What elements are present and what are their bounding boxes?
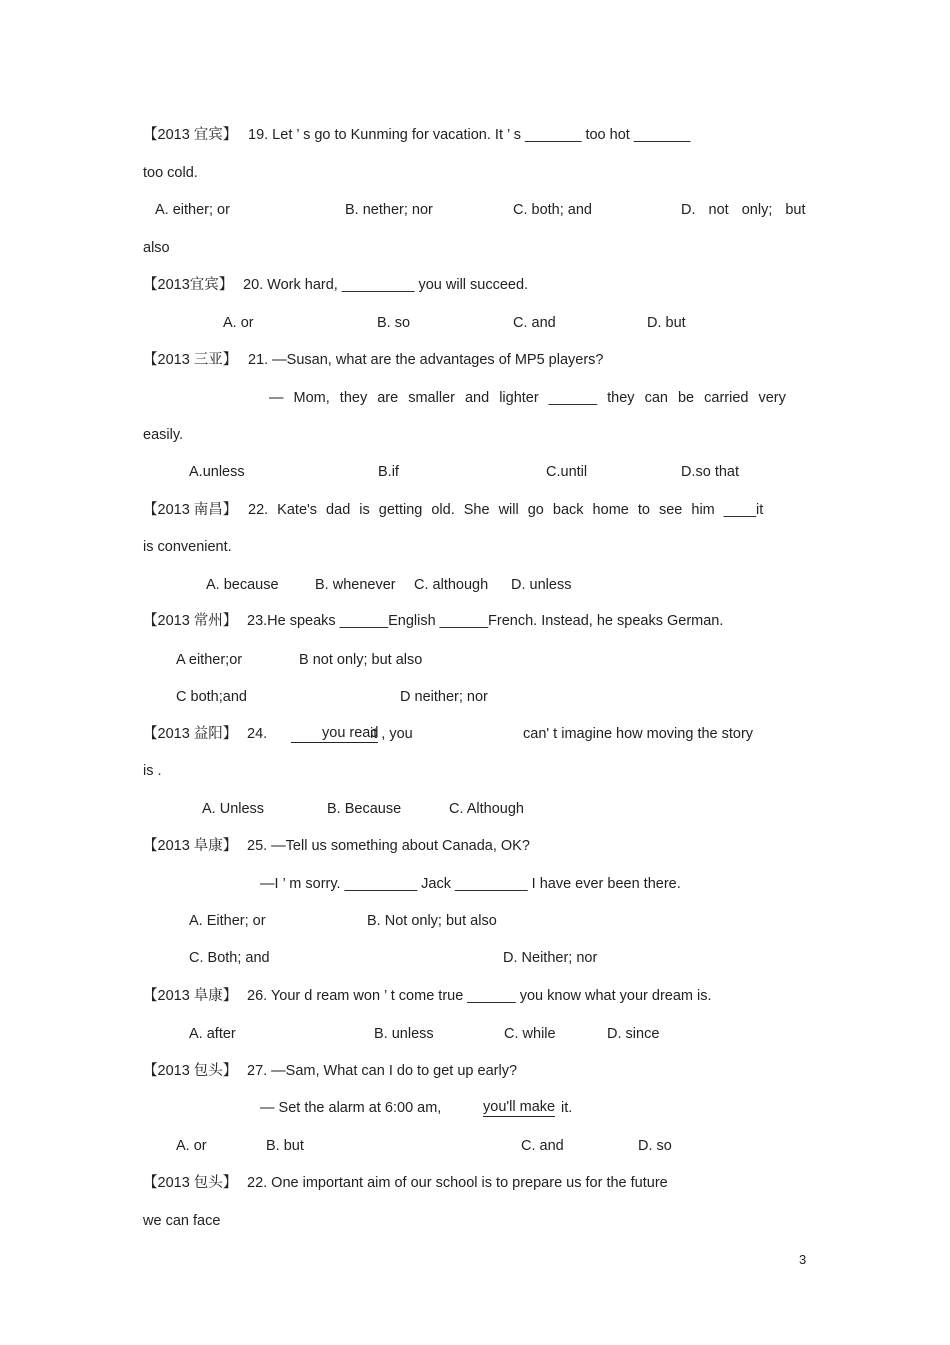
option-b: B. whenever xyxy=(315,577,396,593)
option-c: C.until xyxy=(546,464,588,480)
question-text: —I ’ m sorry. _________ Jack _________ I have ever been there. xyxy=(260,876,681,892)
option-d: D. so xyxy=(638,1138,672,1154)
option-b: B. unless xyxy=(374,1026,434,1042)
option-a: A.unless xyxy=(189,464,245,480)
question-text: we can face xyxy=(143,1213,221,1229)
question-text: 20. Work hard, _________ you will succeed. xyxy=(243,277,529,293)
option-a: A. Unless xyxy=(202,801,265,817)
question-text: it. xyxy=(557,1100,573,1116)
source-tag: 【2013 包头】 xyxy=(143,1063,238,1079)
question-text: 22. Kate's dad is getting old. She will go back home to see him ____it xyxy=(248,502,764,518)
question-text: 19. Let ’ s go to Kunming for vacation. It ’ s _______ too hot _______ xyxy=(248,127,691,143)
question-text: is . xyxy=(143,763,162,779)
question-text: 22. One important aim of our school is to prepare us for the future xyxy=(247,1175,668,1191)
option-d: D.so that xyxy=(681,464,740,480)
option-d: D. Neither; nor xyxy=(503,950,598,966)
option-b: B. so xyxy=(377,315,411,331)
option-a: A. because xyxy=(206,577,279,593)
question-text: too cold. xyxy=(143,165,198,181)
option-a: A either;or xyxy=(176,652,243,668)
source-tag: 【2013 常州】 xyxy=(143,613,238,629)
option-b: B. Not only; but also xyxy=(367,913,497,929)
page-number: 3 xyxy=(799,1252,807,1267)
option-b: B. but xyxy=(266,1138,304,1154)
question-text: can' t imagine how moving the story xyxy=(523,726,754,742)
option-c: C. while xyxy=(504,1026,556,1042)
option-c: C. Both; and xyxy=(189,950,270,966)
source-tag: 【2013宜宾】 xyxy=(143,277,234,293)
option-a: A. or xyxy=(176,1138,207,1154)
option-d: D. but xyxy=(647,315,686,331)
question-text: 26. Your d ream won ’ t come true ______ you know what your dream is. xyxy=(247,988,712,1004)
option-c: C. Although xyxy=(449,801,524,817)
option-a: A. after xyxy=(189,1026,236,1042)
option-a: A. Either; or xyxy=(189,913,266,929)
option-d: D. since xyxy=(607,1026,660,1042)
option-b: B.if xyxy=(378,464,399,480)
question-text: 21. —Susan, what are the advantages of MP5 players? xyxy=(248,352,604,368)
option-d: D. unless xyxy=(511,577,572,593)
option-continuation: also xyxy=(143,240,170,256)
question-text: it , you xyxy=(366,726,413,742)
source-tag: 【2013 阜康】 xyxy=(143,988,238,1004)
question-text: 25. —Tell us something about Canada, OK? xyxy=(247,838,530,854)
question-text: — Mom, they are smaller and lighter ______ they can be carried very xyxy=(269,390,786,406)
option-c: C both;and xyxy=(176,689,247,705)
option-a: A. either; or xyxy=(155,202,230,218)
question-text: — Set the alarm at 6:00 am, xyxy=(260,1100,442,1116)
question-text: easily. xyxy=(143,427,184,443)
option-a: A. or xyxy=(223,315,254,331)
question-text: is convenient. xyxy=(143,539,232,555)
question-number: 24. xyxy=(247,726,268,742)
answer-blank: you read xyxy=(291,725,378,743)
option-c: C. although xyxy=(414,577,489,593)
source-tag: 【2013 宜宾】 xyxy=(143,127,238,143)
option-c: C. and xyxy=(513,315,556,331)
source-tag: 【2013 阜康】 xyxy=(143,838,238,854)
option-c: C. and xyxy=(521,1138,564,1154)
answer-blank: you'll make xyxy=(483,1099,556,1115)
option-b: B not only; but also xyxy=(299,652,423,668)
option-b: B. Because xyxy=(327,801,402,817)
option-b: B. nether; nor xyxy=(345,202,433,218)
source-tag: 【2013 益阳】 xyxy=(143,726,238,742)
option-c: C. both; and xyxy=(513,202,592,218)
source-tag: 【2013 三亚】 xyxy=(143,352,238,368)
option-d: D neither; nor xyxy=(400,689,488,705)
question-text: 23.He speaks ______English ______French. Instead, he speaks German. xyxy=(247,613,724,629)
option-d: D. not only; but xyxy=(681,202,806,218)
source-tag: 【2013 南昌】 xyxy=(143,502,238,518)
question-text: 27. —Sam, What can I do to get up early? xyxy=(247,1063,518,1079)
source-tag: 【2013 包头】 xyxy=(143,1175,238,1191)
